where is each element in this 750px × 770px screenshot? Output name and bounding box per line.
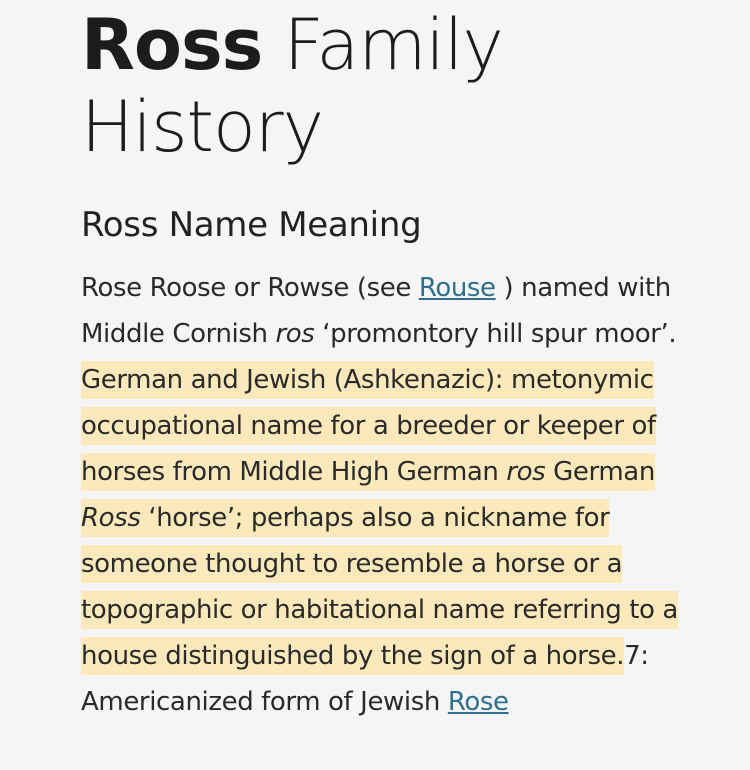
page-title-rest: Family <box>283 4 503 86</box>
page-title-rest-line2: History <box>81 86 324 168</box>
highlight-text-part: German and Jewish (Ashkenazic): metonymic occupational name for a breeder or keeper of horses from Middle High German <box>81 365 656 487</box>
name-meaning-text <box>81 265 681 725</box>
highlight-italic-term: Ross <box>81 503 141 533</box>
meaning-text-part: 7: Americanized form of Jewish <box>81 641 649 717</box>
highlight-text-part: ‘horse’; perhaps also a nickname for someone thought to resemble a horse or a topographic or habitational name referring to a house distinguished by the sign of a horse. <box>81 503 678 671</box>
rose-link[interactable]: Rose <box>447 687 509 717</box>
rouse-link[interactable]: Rouse <box>418 273 496 303</box>
highlight-italic-term: ros <box>506 457 546 487</box>
meaning-text-part: ‘promontory hill spur moor’. <box>314 319 677 349</box>
meaning-text-part: Rose Roose or Rowse (see <box>81 273 419 303</box>
name-meaning-heading: Ross Name Meaning <box>81 205 422 245</box>
meaning-text-part: ) named with Middle Cornish <box>81 273 671 349</box>
page-title-surname: Ross <box>81 4 263 86</box>
highlighted-passage <box>81 361 678 675</box>
highlight-text-part: German <box>545 457 655 487</box>
meaning-italic-term: ros <box>275 319 315 349</box>
page-title <box>81 4 503 168</box>
